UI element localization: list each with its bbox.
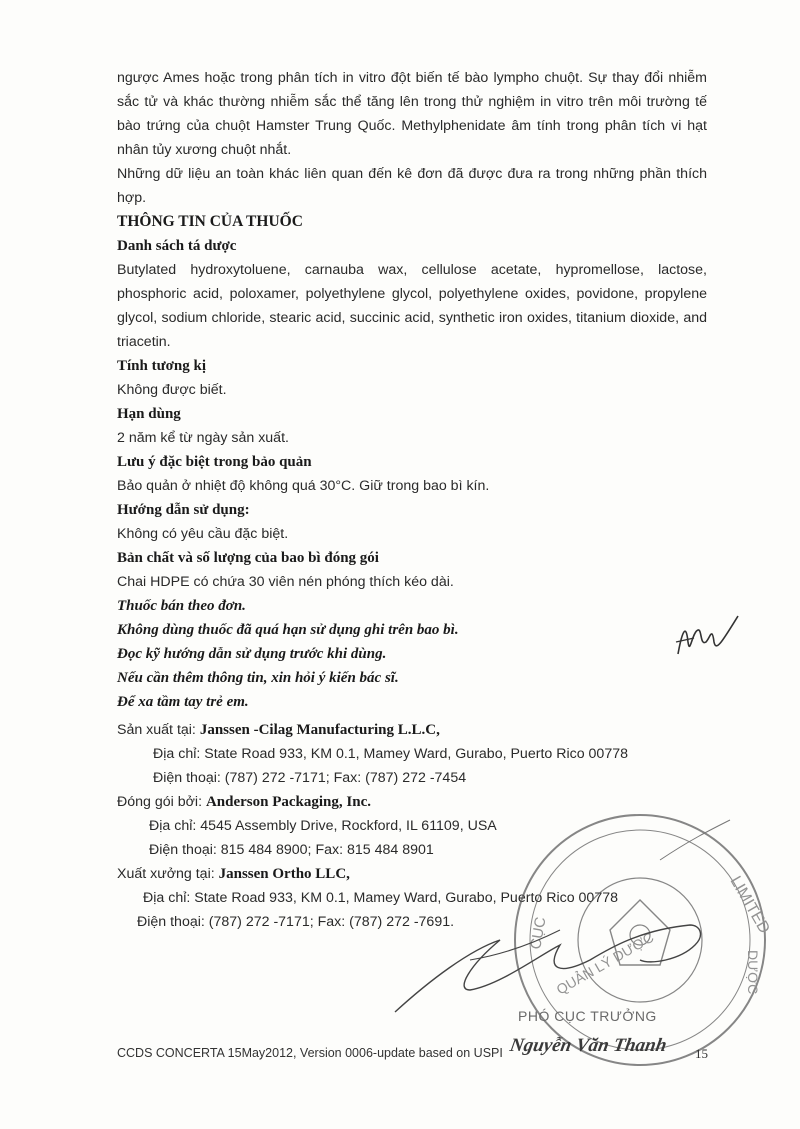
- releaser-phone: Điện thoại: (787) 272 -7171; Fax: (787) 272 -7691.: [137, 914, 455, 930]
- text-usage: Không có yêu cầu đặc biệt.: [117, 526, 289, 542]
- manufacturer-phone: Điện thoại: (787) 272 -7171; Fax: (787) 272 -7454: [153, 770, 467, 786]
- manufacturer-label: Sản xuất tại:: [117, 722, 200, 738]
- heading-storage: Lưu ý đặc biệt trong bảo quản: [117, 454, 312, 470]
- releaser-name: Janssen Ortho LLC,: [218, 866, 350, 882]
- packager-phone: Điện thoại: 815 484 8900; Fax: 815 484 8901: [149, 842, 434, 858]
- paragraph-other-safety: Những dữ liệu an toàn khác liên quan đến kê đơn đã được đưa ra trong những phần thích hợp.: [117, 166, 707, 206]
- packager-line: [117, 790, 717, 814]
- packager-name: Anderson Packaging, Inc.: [205, 794, 371, 810]
- heading-shelf-life: Hạn dùng: [117, 406, 181, 422]
- heading-usage: Hướng dẫn sử dụng:: [117, 502, 250, 518]
- svg-text:CỤC: CỤC: [527, 915, 550, 951]
- text-excipients: Butylated hydroxytoluene, carnauba wax, cellulose acetate, hypromellose, lactose, phosphoric acid, poloxamer, polyethylene glycol, polyethylene oxides, povidone, propylene glycol, sodium chloride, stearic acid, succinic acid, synthetic iron oxides, titanium dioxide, and triacetin.: [117, 262, 707, 350]
- packager-label: Đóng gói bởi:: [117, 794, 206, 810]
- handwritten-initials: [672, 612, 742, 662]
- warning-line: Nếu cần thêm thông tin, xin hỏi ý kiến bác sĩ.: [117, 670, 399, 686]
- manufacturer-block: [117, 718, 717, 934]
- warning-line: Đọc kỹ hướng dẫn sử dụng trước khi dùng.: [117, 646, 387, 662]
- section-title: THÔNG TIN CỦA THUỐC: [117, 213, 303, 230]
- signatory-name: Nguyễn Văn Thanh: [508, 1035, 669, 1056]
- heading-incompatibility: Tính tương kị: [117, 358, 207, 374]
- document-body: [117, 66, 707, 714]
- text-shelf-life: 2 năm kể từ ngày sản xuất.: [117, 430, 289, 446]
- svg-text:QUẢN LÝ DƯỢC: QUẢN LÝ DƯỢC: [553, 928, 657, 998]
- text-packaging: Chai HDPE có chứa 30 viên nén phóng thích kéo dài.: [117, 574, 454, 590]
- releaser-address: Địa chỉ: State Road 933, KM 0.1, Mamey Ward, Gurabo, Puerto Rico 00778: [143, 890, 618, 906]
- svg-text:DƯỢC: DƯỢC: [745, 950, 761, 995]
- footer-text: CCDS CONCERTA 15May2012, Version 0006-update based on USPI: [117, 1046, 503, 1060]
- heading-packaging: Bản chất và số lượng của bao bì đóng gói: [117, 550, 379, 566]
- text-storage: Bảo quản ở nhiệt độ không quá 30°C. Giữ trong bao bì kín.: [117, 478, 490, 494]
- manufacturer-address: Địa chỉ: State Road 933, KM 0.1, Mamey Ward, Gurabo, Puerto Rico 00778: [153, 746, 628, 762]
- text-incompatibility: Không được biết.: [117, 382, 227, 398]
- heading-excipients: Danh sách tá dược: [117, 238, 237, 254]
- warning-line: Để xa tầm tay trẻ em.: [117, 694, 249, 710]
- signatory-title: PHÓ CỤC TRƯỞNG: [518, 1008, 657, 1024]
- page-number: 15: [695, 1046, 708, 1061]
- paragraph-genotoxicity: ngược Ames hoặc trong phân tích in vitro đột biến tế bào lympho chuột. Sự thay đổi nhiễm sắc tử và khác thường nhiễm sắc thể tăng lên trong thử nghiệm in vitro trên môi trường tế bào trứng của chuột Hamster Trung Quốc. Methylphenidate âm tính trong phân tích vi hạt nhân tủy xương chuột nhắt.: [117, 70, 707, 158]
- manufacturer-name: Janssen -Cilag Manufacturing L.L.C,: [199, 722, 440, 738]
- warning-line: Không dùng thuốc đã quá hạn sử dụng ghi trên bao bì.: [117, 622, 459, 638]
- packager-address: Địa chỉ: 4545 Assembly Drive, Rockford, IL 61109, USA: [149, 818, 497, 834]
- manufacturer-line: [117, 718, 717, 742]
- releaser-label: Xuất xưởng tại:: [117, 866, 219, 882]
- svg-text:LIMITED: LIMITED: [726, 873, 773, 937]
- releaser-line: [117, 862, 717, 886]
- warning-line: Thuốc bán theo đơn.: [117, 598, 246, 614]
